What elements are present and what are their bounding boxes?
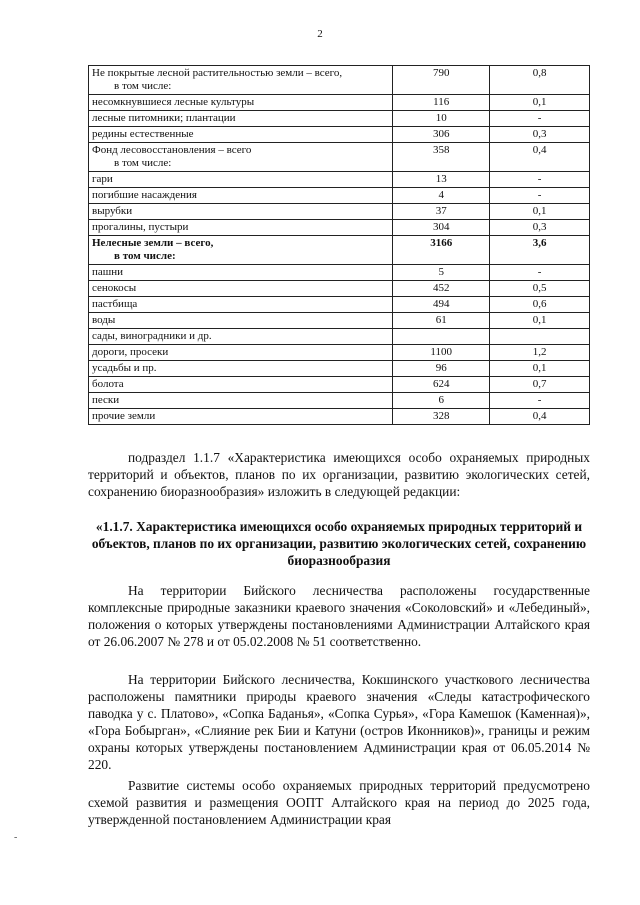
area-cell: 452 [393,281,490,297]
area-cell: 61 [393,313,490,329]
percent-cell: 3,6 [490,236,590,265]
table-row [89,220,590,236]
area-cell: 790 [393,66,490,95]
land-category-label: Не покрытые лесной растительностью земли – всего, [92,67,343,79]
percent-cell: 0,6 [490,297,590,313]
area-cell: 494 [393,297,490,313]
percent-cell: 0,3 [490,127,590,143]
table-row [89,329,590,345]
land-category-label: прогалины, пустыри [92,221,189,233]
percent-cell: 0,1 [490,204,590,220]
land-category-sublabel: в том числе: [114,250,176,262]
table-row [89,143,590,172]
land-category-cell [89,329,393,345]
land-category-cell [89,95,393,111]
land-category-label: дороги, просеки [92,346,169,358]
area-cell: 4 [393,188,490,204]
area-cell: 1100 [393,345,490,361]
table-row [89,66,590,95]
area-cell: 358 [393,143,490,172]
paragraph-monuments: На территории Бийского лесничества, Кокшинского участкового лесничества расположены памятники природы краевого значения «Следы катастрофического паводка у с. Платово», «Сопка Баданья», «Сопка Сурья», «Гора Камешок (Каменная)», «Гора Бобырган», «Слияние рек Бии и Катуни (остров Иконников)», границы и режим охраны которых утверждены постановлением Администрации края от 06.05.2014 № 220. [88,672,590,772]
table-row [89,204,590,220]
land-category-cell [89,236,393,265]
land-category-table [88,65,590,425]
table-row [89,127,590,143]
land-category-cell [89,297,393,313]
percent-cell: 0,3 [490,220,590,236]
land-category-label: прочие земли [92,410,156,422]
percent-cell: 1,2 [490,345,590,361]
land-category-cell [89,111,393,127]
land-category-label: болота [92,378,124,390]
percent-cell: 0,1 [490,361,590,377]
land-category-label: усадьбы и пр. [92,362,157,374]
land-category-cell [89,393,393,409]
land-category-cell [89,281,393,297]
percent-cell: 0,5 [490,281,590,297]
table-row [89,265,590,281]
area-cell: 3166 [393,236,490,265]
area-cell: 116 [393,95,490,111]
area-cell: 6 [393,393,490,409]
table-row [89,409,590,425]
intro-paragraph: подраздел 1.1.7 «Характеристика имеющихся особо охраняемых природных территорий и объектов, планов по их организации, развитию экологических сетей, сохранению биоразнообразия» изложить в следующей редакции: [88,450,590,499]
margin-mark: - [14,832,18,843]
section-heading: «1.1.7. Характеристика имеющихся особо охраняемых природных территорий и объектов, планов по их организации, развитию экологических сетей, сохранению биоразнообразия [91,519,587,568]
percent-cell: 0,1 [490,95,590,111]
land-category-cell [89,172,393,188]
land-category-label: редины естественные [92,128,194,140]
area-cell: 10 [393,111,490,127]
area-cell: 37 [393,204,490,220]
table-row [89,393,590,409]
percent-cell: 0,1 [490,313,590,329]
percent-cell: 0,4 [490,143,590,172]
table-body [89,66,590,425]
land-category-sublabel: в том числе: [114,157,172,169]
table-row [89,377,590,393]
area-cell: 13 [393,172,490,188]
land-category-cell [89,188,393,204]
land-category-label: пастбища [92,298,138,310]
land-category-label: воды [92,314,116,326]
table-row [89,172,590,188]
page-number: 2 [317,28,323,40]
table-row [89,111,590,127]
land-category-label: вырубки [92,205,133,217]
table-row [89,297,590,313]
percent-cell: - [490,265,590,281]
land-category-sublabel: в том числе: [114,80,172,92]
table-row [89,95,590,111]
area-cell: 96 [393,361,490,377]
area-cell: 328 [393,409,490,425]
percent-cell: 0,7 [490,377,590,393]
table-row [89,361,590,377]
land-category-cell [89,345,393,361]
land-category-label: погибшие насаждения [92,189,197,201]
land-category-label: Фонд лесовосстановления – всего [92,144,252,156]
table-row [89,281,590,297]
area-cell: 306 [393,127,490,143]
land-category-cell [89,313,393,329]
land-category-label: пески [92,394,120,406]
land-category-cell [89,265,393,281]
percent-cell: - [490,172,590,188]
land-category-cell [89,361,393,377]
table-row [89,313,590,329]
percent-cell: 0,8 [490,66,590,95]
land-category-label: гари [92,173,113,185]
percent-cell: 0,4 [490,409,590,425]
land-category-cell [89,204,393,220]
land-category-cell [89,377,393,393]
area-cell [393,329,490,345]
land-category-label: лесные питомники; плантации [92,112,236,124]
land-category-label: Нелесные земли – всего, [92,237,214,249]
land-category-label: сады, виноградники и др. [92,330,212,342]
land-category-cell [89,127,393,143]
table-row [89,345,590,361]
percent-cell: - [490,188,590,204]
land-category-cell [89,66,393,95]
table-row [89,236,590,265]
paragraph-reserves: На территории Бийского лесничества расположены государственные комплексные природные заказники краевого значения «Соколовский» и «Лебединый», положения о которых утверждены постановлениями Администрации Алтайского края от 26.06.2007 № 278 и от 05.02.2008 № 51 соответственно. [88,583,590,649]
area-cell: 624 [393,377,490,393]
land-category-label: сенокосы [92,282,137,294]
table-row [89,188,590,204]
paragraph-development: Развитие системы особо охраняемых природных территорий предусмотрено схемой развития и размещения ООПТ Алтайского края на период до 2025 года, утвержденной постановлением Администрации края [88,778,590,827]
percent-cell: - [490,393,590,409]
percent-cell [490,329,590,345]
percent-cell: - [490,111,590,127]
land-category-cell [89,409,393,425]
area-cell: 304 [393,220,490,236]
land-category-label: несомкнувшиеся лесные культуры [92,96,255,108]
land-category-cell [89,143,393,172]
area-cell: 5 [393,265,490,281]
land-category-cell [89,220,393,236]
land-category-label: пашни [92,266,124,278]
